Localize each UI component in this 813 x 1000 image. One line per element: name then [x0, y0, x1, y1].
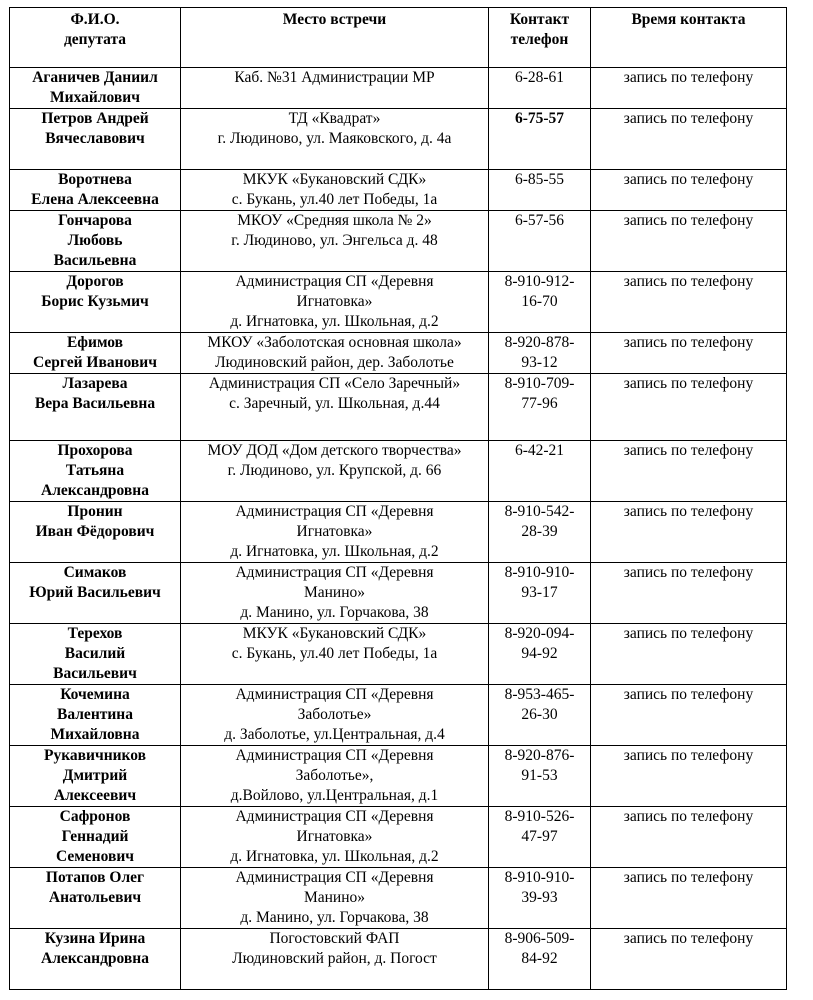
- deputy-name-cell: Петров Андрей Вячеславович: [10, 109, 181, 170]
- phone-cell: 8-953-465- 26-30: [489, 685, 591, 746]
- contact-time-cell: запись по телефону: [591, 170, 787, 211]
- meeting-place-cell: МКУК «Букановский СДК» с. Букань, ул.40 лет Победы, 1а: [181, 170, 489, 211]
- phone-cell: 6-75-57: [489, 109, 591, 170]
- table-row: [10, 109, 787, 170]
- deputy-name-cell: Дорогов Борис Кузьмич: [10, 272, 181, 333]
- contact-time-cell: запись по телефону: [591, 807, 787, 868]
- deputy-name-cell: Прохорова Татьяна Александровна: [10, 441, 181, 502]
- header-name: Ф.И.О. депутата: [10, 8, 181, 68]
- phone-cell: 8-920-876- 91-53: [489, 746, 591, 807]
- deputy-name-cell: Рукавичников Дмитрий Алексеевич: [10, 746, 181, 807]
- deputy-name-cell: Кочемина Валентина Михайловна: [10, 685, 181, 746]
- header-place: Место встречи: [181, 8, 489, 68]
- contact-time-cell: запись по телефону: [591, 441, 787, 502]
- contact-time-cell: запись по телефону: [591, 502, 787, 563]
- meeting-place-cell: Администрация СП «Деревня Манино» д. Манино, ул. Горчакова, 38: [181, 563, 489, 624]
- phone-cell: 6-28-61: [489, 68, 591, 109]
- meeting-place-cell: Администрация СП «Деревня Манино» д. Манино, ул. Горчакова, 38: [181, 868, 489, 929]
- contact-time-cell: запись по телефону: [591, 109, 787, 170]
- table-row: [10, 333, 787, 374]
- table-row: [10, 170, 787, 211]
- meeting-place-cell: МКУК «Букановский СДК» с. Букань, ул.40 лет Победы, 1а: [181, 624, 489, 685]
- phone-cell: 8-920-878- 93-12: [489, 333, 591, 374]
- table-row: [10, 374, 787, 441]
- meeting-place-cell: Администрация СП «Село Заречный» с. Заречный, ул. Школьная, д.44: [181, 374, 489, 441]
- contact-time-cell: запись по телефону: [591, 68, 787, 109]
- table-row: [10, 807, 787, 868]
- deputy-name-cell: Сафронов Геннадий Семенович: [10, 807, 181, 868]
- phone-cell: 8-910-910- 93-17: [489, 563, 591, 624]
- contact-time-cell: запись по телефону: [591, 624, 787, 685]
- deputy-name-cell: Пронин Иван Фёдорович: [10, 502, 181, 563]
- deputy-name-cell: Кузина Ирина Александровна: [10, 929, 181, 990]
- meeting-place-cell: Администрация СП «Деревня Игнатовка» д. Игнатовка, ул. Школьная, д.2: [181, 502, 489, 563]
- deputy-name-cell: Симаков Юрий Васильевич: [10, 563, 181, 624]
- contact-time-cell: запись по телефону: [591, 374, 787, 441]
- deputy-name-cell: Потапов Олег Анатольевич: [10, 868, 181, 929]
- meeting-place-cell: Администрация СП «Деревня Игнатовка» д. Игнатовка, ул. Школьная, д.2: [181, 807, 489, 868]
- meeting-place-cell: Каб. №31 Администрации МР: [181, 68, 489, 109]
- meeting-place-cell: Администрация СП «Деревня Игнатовка» д. Игнатовка, ул. Школьная, д.2: [181, 272, 489, 333]
- deputy-name-cell: Ефимов Сергей Иванович: [10, 333, 181, 374]
- meeting-place-cell: МКОУ «Заболотская основная школа» Людиновский район, дер. Заболотье: [181, 333, 489, 374]
- table-row: [10, 211, 787, 272]
- phone-cell: 8-910-910- 39-93: [489, 868, 591, 929]
- table-row: [10, 68, 787, 109]
- deputy-name-cell: Воротнева Елена Алексеевна: [10, 170, 181, 211]
- phone-cell: 6-42-21: [489, 441, 591, 502]
- deputies-table: [9, 7, 787, 990]
- table-row: [10, 685, 787, 746]
- meeting-place-cell: Администрация СП «Деревня Заболотье», д.Войлово, ул.Центральная, д.1: [181, 746, 489, 807]
- phone-cell: 8-910-912- 16-70: [489, 272, 591, 333]
- phone-cell: 8-910-542- 28-39: [489, 502, 591, 563]
- contact-time-cell: запись по телефону: [591, 685, 787, 746]
- contact-time-cell: запись по телефону: [591, 272, 787, 333]
- table-body: [10, 68, 787, 990]
- meeting-place-cell: МОУ ДОД «Дом детского творчества» г. Людиново, ул. Крупской, д. 66: [181, 441, 489, 502]
- phone-cell: 6-57-56: [489, 211, 591, 272]
- meeting-place-cell: Погостовский ФАП Людиновский район, д. Погост: [181, 929, 489, 990]
- table-row: [10, 563, 787, 624]
- table-row: [10, 624, 787, 685]
- table-row: [10, 272, 787, 333]
- deputy-name-cell: Аганичев Даниил Михайлович: [10, 68, 181, 109]
- contact-time-cell: запись по телефону: [591, 211, 787, 272]
- deputy-name-cell: Лазарева Вера Васильевна: [10, 374, 181, 441]
- contact-time-cell: запись по телефону: [591, 746, 787, 807]
- phone-cell: 8-920-094- 94-92: [489, 624, 591, 685]
- table-row: [10, 929, 787, 990]
- meeting-place-cell: ТД «Квадрат» г. Людиново, ул. Маяковского, д. 4а: [181, 109, 489, 170]
- meeting-place-cell: МКОУ «Средняя школа № 2» г. Людиново, ул. Энгельса д. 48: [181, 211, 489, 272]
- deputy-name-cell: Терехов Василий Васильевич: [10, 624, 181, 685]
- table-row: [10, 746, 787, 807]
- header-time: Время контакта: [591, 8, 787, 68]
- phone-cell: 8-910-526- 47-97: [489, 807, 591, 868]
- deputy-name-cell: Гончарова Любовь Васильевна: [10, 211, 181, 272]
- phone-cell: 6-85-55: [489, 170, 591, 211]
- contact-time-cell: запись по телефону: [591, 563, 787, 624]
- contact-time-cell: запись по телефону: [591, 929, 787, 990]
- header-row: [10, 8, 787, 68]
- contact-time-cell: запись по телефону: [591, 868, 787, 929]
- meeting-place-cell: Администрация СП «Деревня Заболотье» д. Заболотье, ул.Центральная, д.4: [181, 685, 489, 746]
- table-row: [10, 868, 787, 929]
- header-phone: Контакт телефон: [489, 8, 591, 68]
- phone-cell: 8-910-709- 77-96: [489, 374, 591, 441]
- contact-time-cell: запись по телефону: [591, 333, 787, 374]
- table-row: [10, 502, 787, 563]
- table-row: [10, 441, 787, 502]
- phone-cell: 8-906-509- 84-92: [489, 929, 591, 990]
